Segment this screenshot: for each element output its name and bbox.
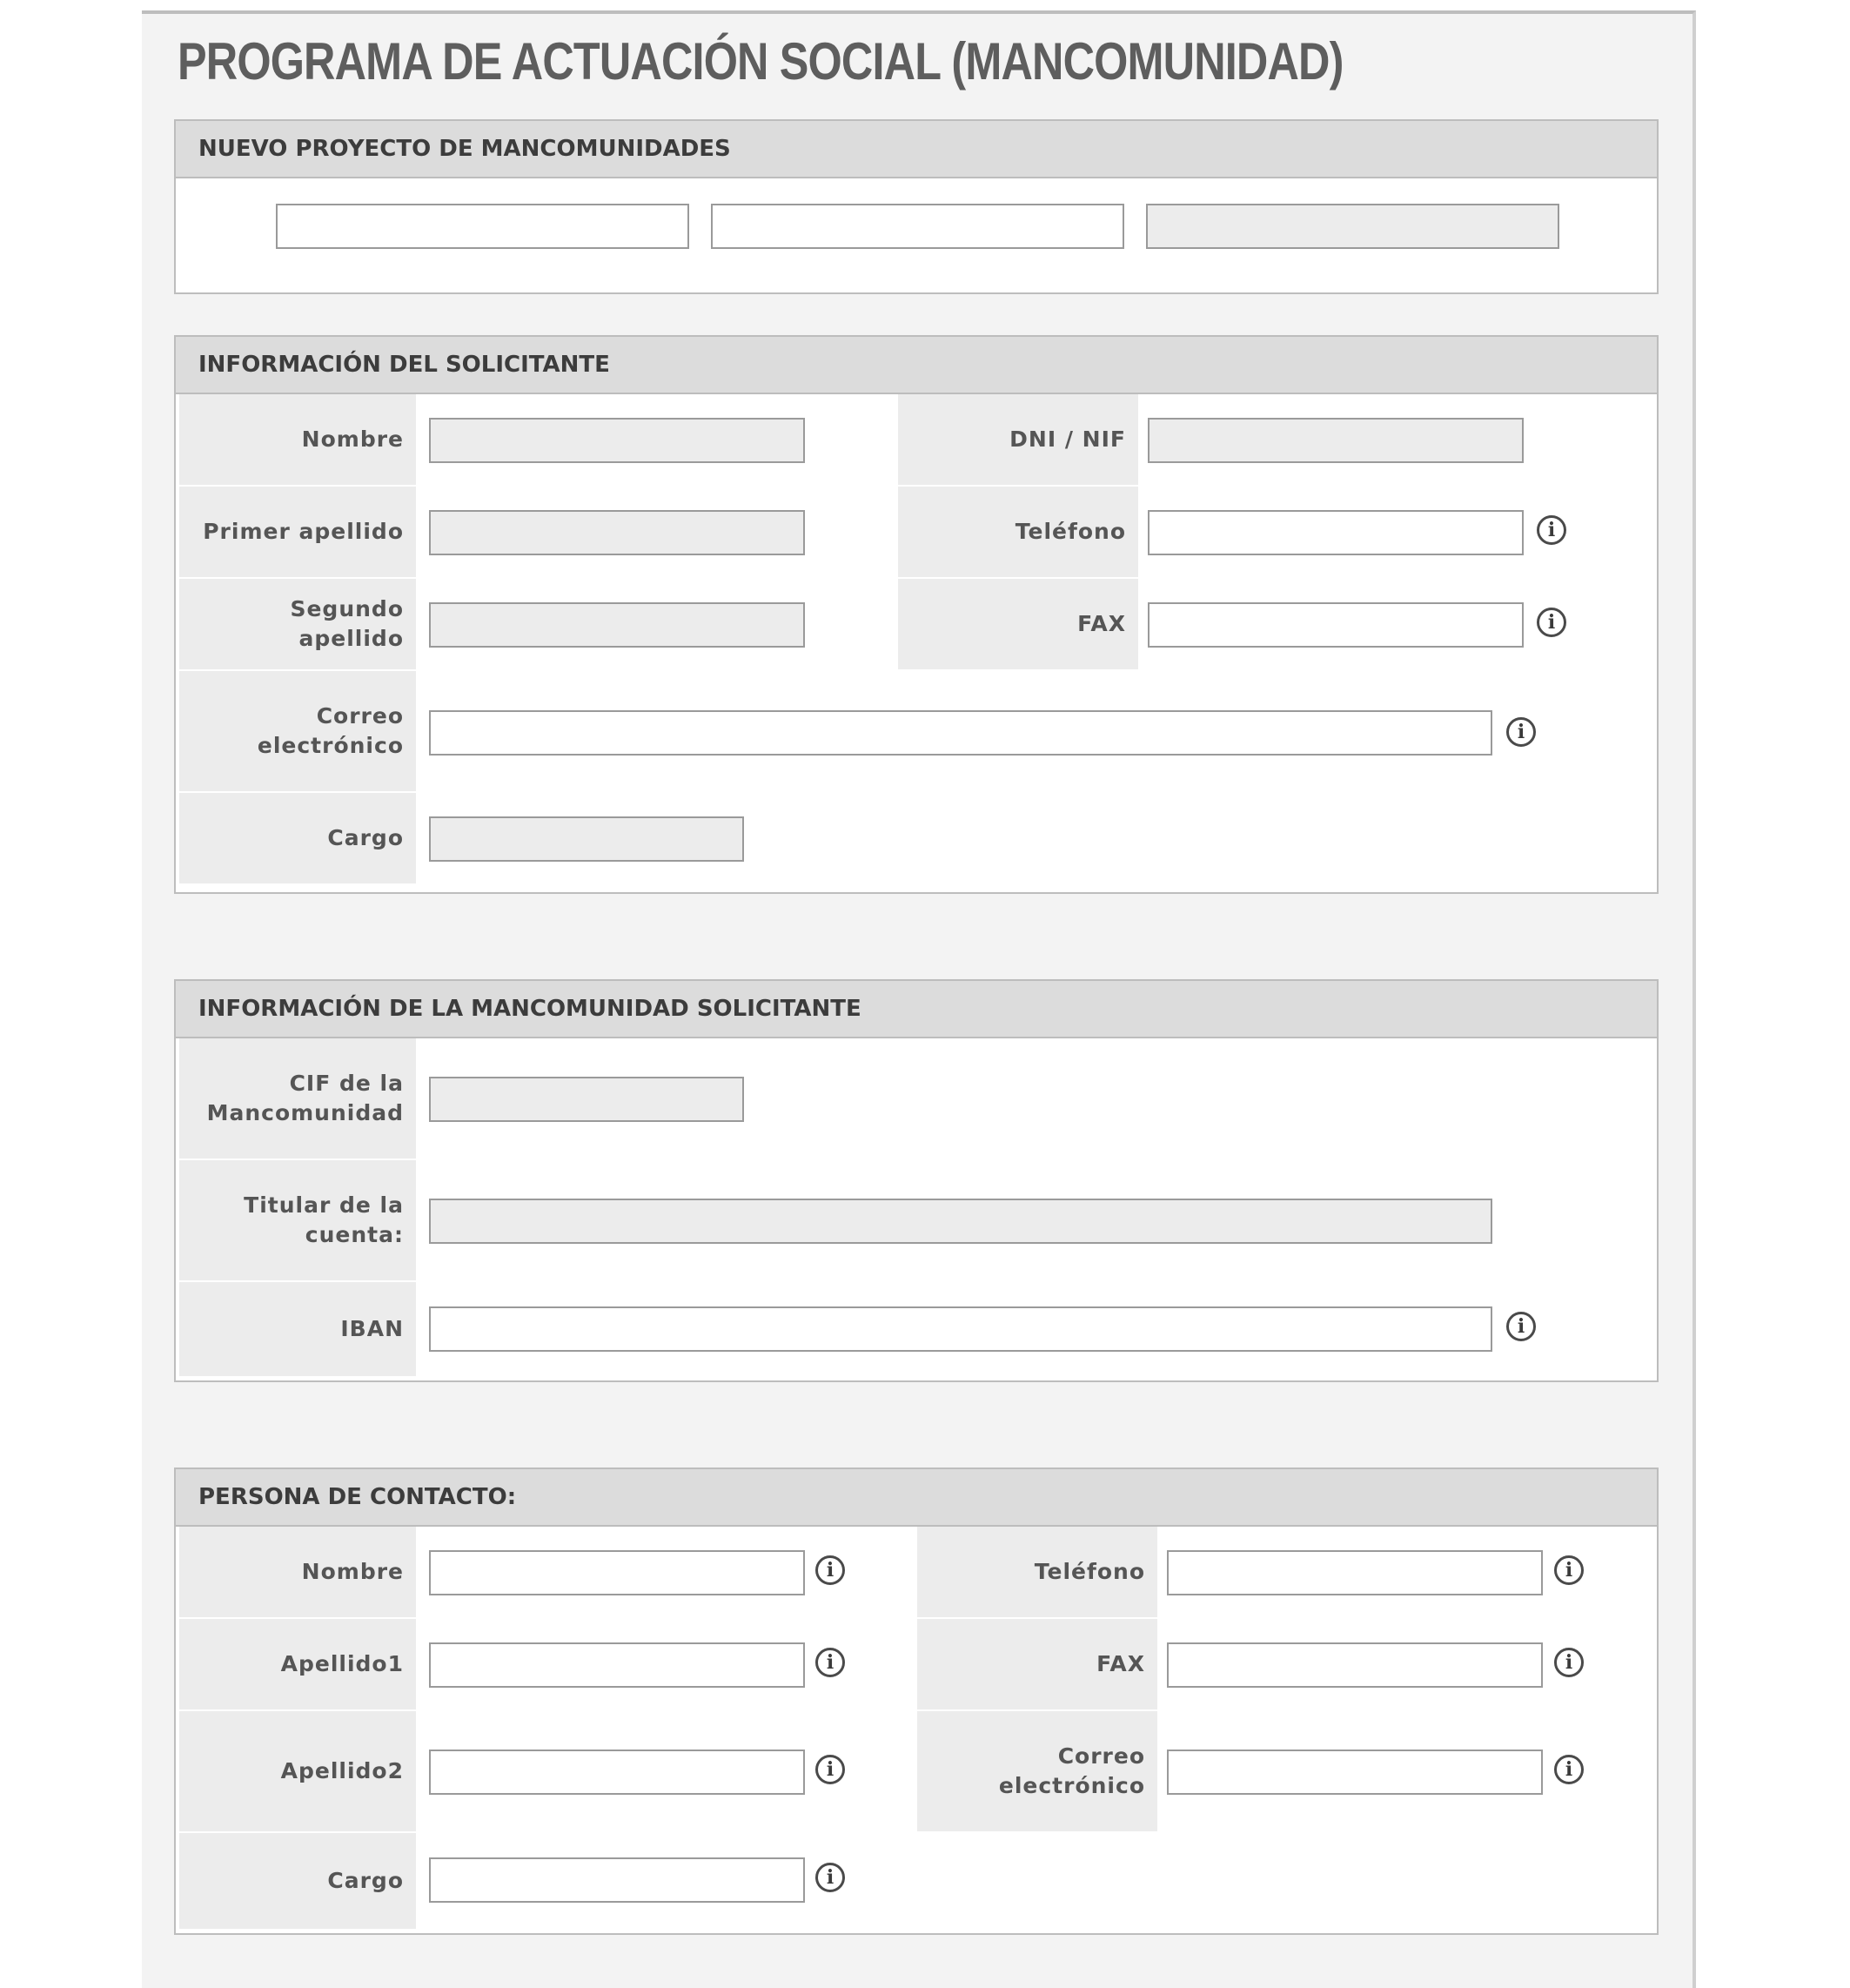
nombre-field[interactable] (429, 418, 805, 463)
correo-info-icon[interactable]: i (1506, 717, 1536, 747)
page-title: PROGRAMA DE ACTUACIÓN SOCIAL (MANCOMUNIDAD) (178, 32, 1344, 91)
contacto-apellido1-field[interactable] (429, 1642, 805, 1688)
cif-field[interactable] (429, 1077, 744, 1122)
label-contacto-cargo: Cargo (179, 1833, 416, 1931)
fax-info-icon[interactable]: i (1537, 608, 1566, 637)
contacto-telefono-field[interactable] (1167, 1550, 1543, 1595)
contacto-apellido2-field[interactable] (429, 1750, 805, 1795)
label-correo: Correo electrónico (179, 671, 416, 793)
primer-apellido-field[interactable] (429, 510, 805, 555)
section-header: INFORMACIÓN DEL SOLICITANTE (176, 337, 1657, 394)
label-contacto-apellido1: Apellido1 (179, 1619, 416, 1711)
section-nuevo-proyecto (174, 119, 1659, 294)
contacto-telefono-info-icon[interactable]: i (1554, 1555, 1584, 1585)
label-segundo-apellido: Segundo apellido (179, 579, 416, 671)
label-contacto-telefono: Teléfono (917, 1527, 1157, 1619)
contacto-apellido1-info-icon[interactable]: i (815, 1648, 845, 1677)
project-field-2[interactable] (711, 204, 1124, 249)
section-contacto (174, 1467, 1659, 1935)
label-telefono: Teléfono (898, 487, 1138, 579)
label-nombre: Nombre (179, 394, 416, 487)
contacto-fax-info-icon[interactable]: i (1554, 1648, 1584, 1677)
label-contacto-fax: FAX (917, 1619, 1157, 1711)
contacto-nombre-field[interactable] (429, 1550, 805, 1595)
contacto-cargo-info-icon[interactable]: i (815, 1863, 845, 1892)
label-cif: CIF de la Mancomunidad (179, 1038, 416, 1160)
label-primer-apellido: Primer apellido (179, 487, 416, 579)
iban-info-icon[interactable]: i (1506, 1312, 1536, 1341)
label-fax: FAX (898, 579, 1138, 671)
fax-field[interactable] (1148, 602, 1524, 648)
segundo-apellido-field[interactable] (429, 602, 805, 648)
cargo-field[interactable] (429, 816, 744, 862)
titular-field[interactable] (429, 1199, 1492, 1244)
section-header: PERSONA DE CONTACTO: (176, 1469, 1657, 1527)
label-contacto-correo: Correo electrónico (917, 1711, 1157, 1833)
label-contacto-nombre: Nombre (179, 1527, 416, 1619)
section-mancomunidad (174, 979, 1659, 1382)
label-contacto-apellido2: Apellido2 (179, 1711, 416, 1833)
contacto-correo-info-icon[interactable]: i (1554, 1755, 1584, 1784)
iban-field[interactable] (429, 1306, 1492, 1352)
telefono-field[interactable] (1148, 510, 1524, 555)
section-header: NUEVO PROYECTO DE MANCOMUNIDADES (176, 121, 1657, 178)
label-dni: DNI / NIF (898, 394, 1138, 487)
dni-field[interactable] (1148, 418, 1524, 463)
label-cargo: Cargo (179, 793, 416, 885)
contacto-fax-field[interactable] (1167, 1642, 1543, 1688)
project-field-1[interactable] (276, 204, 689, 249)
section-solicitante (174, 335, 1659, 894)
contacto-apellido2-info-icon[interactable]: i (815, 1755, 845, 1784)
project-field-3[interactable] (1146, 204, 1559, 249)
section-header: INFORMACIÓN DE LA MANCOMUNIDAD SOLICITANTE (176, 981, 1657, 1038)
label-iban: IBAN (179, 1282, 416, 1378)
correo-field[interactable] (429, 710, 1492, 756)
label-titular: Titular de la cuenta: (179, 1160, 416, 1282)
telefono-info-icon[interactable]: i (1537, 515, 1566, 545)
contacto-nombre-info-icon[interactable]: i (815, 1555, 845, 1585)
contacto-cargo-field[interactable] (429, 1857, 805, 1903)
contacto-correo-field[interactable] (1167, 1750, 1543, 1795)
